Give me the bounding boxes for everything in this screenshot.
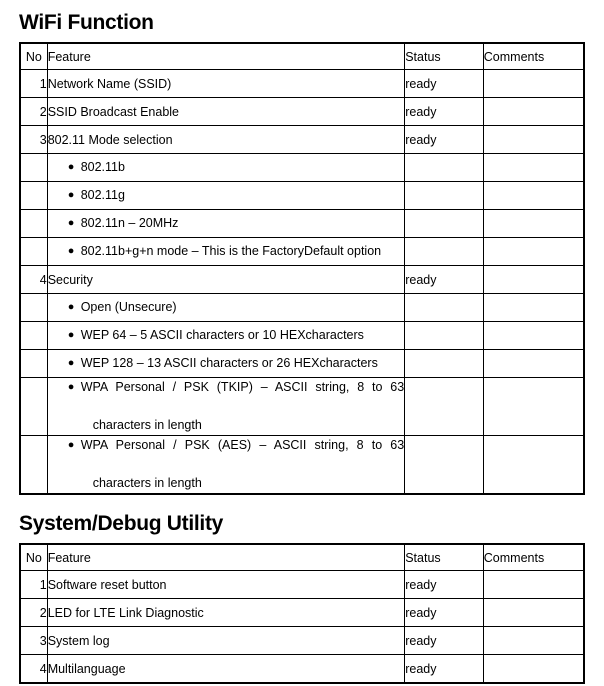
cell-no: 1 [20,571,47,599]
cell-comments [483,98,584,126]
table-row [20,350,584,378]
cell-no: 3 [20,627,47,655]
table-row [20,98,584,126]
table-row [20,294,584,322]
cell-comments [483,294,584,322]
cell-comments [483,350,584,378]
cell-feature [47,378,405,436]
cell-no [20,436,47,495]
cell-comments [483,655,584,684]
table-row [20,70,584,98]
bullet-label: 802.11g [80,188,125,202]
table-row [20,655,584,684]
cell-comments [483,266,584,294]
bullet-label: 802.11b+g+n mode – This is the FactoryDefault option [80,244,382,258]
cell-feature [47,238,405,266]
table-header-row [20,544,584,571]
bullet-label: 802.11n – 20MHz [80,216,179,230]
bullet-icon: ● [67,381,75,393]
cell-status: ready [405,655,484,684]
cell-feature [47,210,405,238]
cell-no [20,322,47,350]
table-row [20,599,584,627]
cell-feature: SSID Broadcast Enable [47,98,405,126]
cell-status [405,154,484,182]
cell-feature [47,322,405,350]
table-row [20,126,584,154]
column-header-status: Status [405,43,484,70]
table-row [20,322,584,350]
bullet-label: Open (Unsecure) [80,300,177,314]
table-row [20,378,584,436]
cell-status: ready [405,266,484,294]
cell-comments [483,182,584,210]
cell-comments [483,436,584,495]
cell-status [405,436,484,495]
system-debug-utility-table [19,543,585,684]
cell-feature [47,154,405,182]
table-row [20,238,584,266]
cell-status [405,182,484,210]
cell-feature: Multilanguage [47,655,405,684]
cell-feature [47,350,405,378]
cell-feature [47,182,405,210]
page-title-wifi-function: WiFi Function [19,11,154,34]
cell-no: 3 [20,126,47,154]
bullet-label-line-1: WPA Personal / PSK (AES) – ASCII string, 8 to 63 [80,438,405,452]
cell-comments [483,322,584,350]
cell-comments [483,571,584,599]
cell-feature: LED for LTE Link Diagnostic [47,599,405,627]
cell-no: 1 [20,70,47,98]
bullet-label: WEP 128 – 13 ASCII characters or 26 HEXcharacters [80,356,378,370]
cell-no [20,294,47,322]
cell-comments [483,627,584,655]
bullet-label: WEP 64 – 5 ASCII characters or 10 HEXcharacters [80,328,364,342]
cell-comments [483,70,584,98]
cell-no [20,210,47,238]
column-header-no: No [20,43,47,70]
wifi-function-table-body [20,70,584,495]
cell-no [20,238,47,266]
bullet-icon: ● [67,245,75,257]
cell-no: 2 [20,98,47,126]
cell-comments [483,378,584,436]
table-row [20,154,584,182]
cell-comments [483,599,584,627]
cell-status: ready [405,70,484,98]
cell-status [405,294,484,322]
bullet-icon: ● [67,301,75,313]
page-title-system-debug-utility: System/Debug Utility [19,512,224,535]
bullet-label-line-2: characters in length [92,476,202,490]
cell-no [20,154,47,182]
cell-feature [47,294,405,322]
column-header-status: Status [405,544,484,571]
bullet-icon: ● [67,439,75,451]
bullet-icon: ● [67,161,75,173]
table-row [20,627,584,655]
cell-status [405,378,484,436]
table-row [20,210,584,238]
cell-no: 4 [20,655,47,684]
cell-no: 2 [20,599,47,627]
column-header-comments: Comments [483,544,584,571]
cell-feature: 802.11 Mode selection [47,126,405,154]
cell-no [20,182,47,210]
cell-feature [47,436,405,495]
bullet-label: 802.11b [80,160,125,174]
column-header-feature: Feature [47,43,405,70]
table-row [20,571,584,599]
cell-status: ready [405,599,484,627]
bullet-icon: ● [67,329,75,341]
cell-status [405,210,484,238]
cell-status: ready [405,98,484,126]
cell-feature: Network Name (SSID) [47,70,405,98]
column-header-no: No [20,544,47,571]
cell-no: 4 [20,266,47,294]
bullet-icon: ● [67,217,75,229]
column-header-comments: Comments [483,43,584,70]
table-row [20,266,584,294]
cell-status: ready [405,126,484,154]
table-row [20,182,584,210]
cell-status [405,238,484,266]
cell-no [20,350,47,378]
column-header-feature: Feature [47,544,405,571]
system-debug-utility-table-body [20,571,584,684]
cell-feature: Software reset button [47,571,405,599]
cell-status [405,322,484,350]
bullet-label-line-2: characters in length [92,418,202,432]
cell-comments [483,154,584,182]
cell-feature: Security [47,266,405,294]
wifi-function-table [19,42,585,495]
table-row [20,436,584,495]
cell-no [20,378,47,436]
cell-comments [483,126,584,154]
cell-comments [483,210,584,238]
cell-comments [483,238,584,266]
bullet-label-line-1: WPA Personal / PSK (TKIP) – ASCII string, 8 to 63 [80,380,405,394]
table-header-row [20,43,584,70]
cell-status: ready [405,571,484,599]
bullet-icon: ● [67,189,75,201]
cell-status [405,350,484,378]
cell-status: ready [405,627,484,655]
cell-feature: System log [47,627,405,655]
bullet-icon: ● [67,357,75,369]
